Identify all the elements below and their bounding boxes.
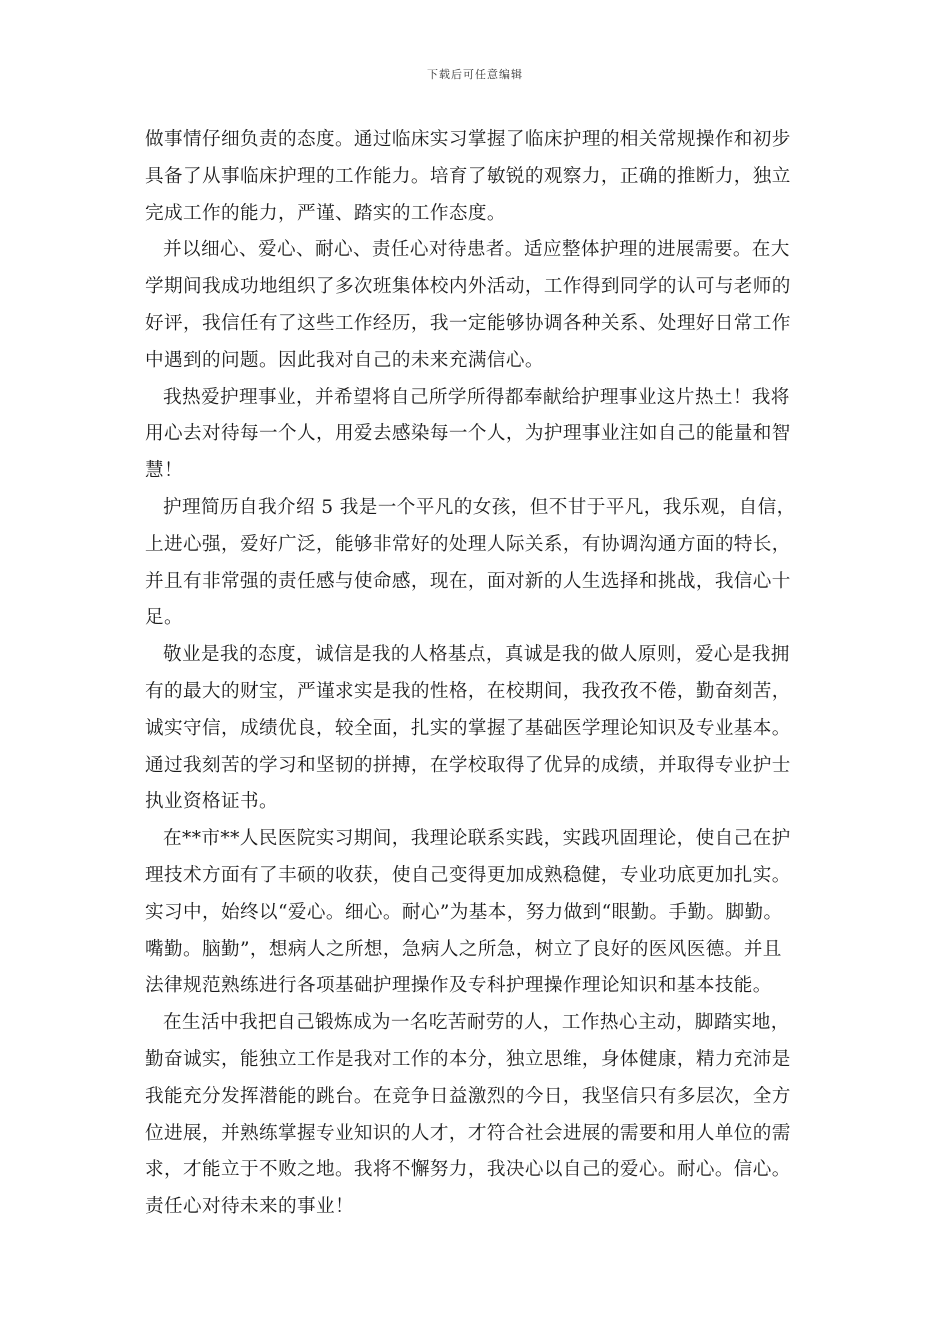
text-line: 上进心强，爱好广泛，能够非常好的处理人际关系，有协调沟通方面的特长， bbox=[145, 533, 791, 555]
text-line: 足。 bbox=[145, 607, 183, 629]
text-line: 法律规范熟练进行各项基础护理操作及专科护理操作理论知识和基本技能。 bbox=[145, 975, 772, 997]
text-line: 我能充分发挥潜能的跳台。在竞争日益激烈的今日，我坚信只有多层次，全方 bbox=[145, 1085, 791, 1107]
page-header-note: 下载后可任意编辑 bbox=[427, 68, 523, 81]
text-line: 中遇到的问题。因此我对自己的未来充满信心。 bbox=[145, 349, 544, 371]
text-line: 责任心对待未来的事业！ bbox=[145, 1196, 354, 1218]
text-line: 理技术方面有了丰硕的收获，使自己变得更加成熟稳健，专业功底更加扎实。 bbox=[145, 864, 791, 886]
text-line: 护理简历自我介绍 5 我是一个平凡的女孩，但不甘于平凡，我乐观，自信， bbox=[163, 496, 796, 518]
text-line: 通过我刻苦的学习和坚韧的拼搏，在学校取得了优异的成绩，并取得专业护士 bbox=[145, 754, 791, 776]
text-line: 在**市**人民医院实习期间，我理论联系实践，实践巩固理论，使自己在护 bbox=[163, 828, 791, 850]
text-line: 有的最大的财宝，严谨求实是我的性格，在校期间，我孜孜不倦，勤奋刻苦， bbox=[145, 680, 791, 702]
text-line: 我热爱护理事业，并希望将自己所学所得都奉献给护理事业这片热土！我将 bbox=[163, 386, 790, 408]
text-line: 好评，我信任有了这些工作经历，我一定能够协调各种关系、处理好日常工作 bbox=[145, 312, 791, 334]
text-line: 嘴勤。脑勤”，想病人之所想，急病人之所急，树立了良好的医风医德。并且 bbox=[145, 938, 782, 960]
text-line: 完成工作的能力，严谨、踏实的工作态度。 bbox=[145, 202, 506, 224]
text-line: 并以细心、爱心、耐心、责任心对待患者。适应整体护理的进展需要。在大 bbox=[163, 239, 790, 261]
text-line: 位进展，并熟练掌握专业知识的人才，才符合社会进展的需要和用人单位的需 bbox=[145, 1122, 791, 1144]
text-line: 具备了从事临床护理的工作能力。培育了敏锐的观察力，正确的推断力，独立 bbox=[145, 165, 791, 187]
text-line: 求，才能立于不败之地。我将不懈努力，我决心以自己的爱心。耐心。信心。 bbox=[145, 1159, 791, 1181]
text-line: 并且有非常强的责任感与使命感，现在，面对新的人生选择和挑战，我信心十 bbox=[145, 570, 791, 592]
text-line: 敬业是我的态度，诚信是我的人格基点，真诚是我的做人原则，爱心是我拥 bbox=[163, 644, 790, 666]
document-body bbox=[145, 122, 825, 1226]
text-line: 在生活中我把自己锻炼成为一名吃苦耐劳的人，工作热心主动，脚踏实地， bbox=[163, 1012, 790, 1034]
text-line: 诚实守信，成绩优良，较全面，扎实的掌握了基础医学理论知识及专业基本。 bbox=[145, 717, 791, 739]
text-line: 勤奋诚实，能独立工作是我对工作的本分，独立思维，身体健康，精力充沛是 bbox=[145, 1048, 791, 1070]
text-line: 用心去对待每一个人，用爱去感染每一个人，为护理事业注如自己的能量和智 bbox=[145, 423, 791, 445]
text-line: 慧！ bbox=[145, 460, 183, 482]
text-line: 实习中，始终以“爱心。细心。耐心”为基本，努力做到“眼勤。手勤。脚勤。 bbox=[145, 901, 783, 923]
text-line: 做事情仔细负责的态度。通过临床实习掌握了临床护理的相关常规操作和初步 bbox=[145, 129, 791, 150]
text-line: 学期间我成功地组织了多次班集体校内外活动，工作得到同学的认可与老师的 bbox=[145, 276, 791, 298]
text-line: 执业资格证书。 bbox=[145, 791, 278, 813]
